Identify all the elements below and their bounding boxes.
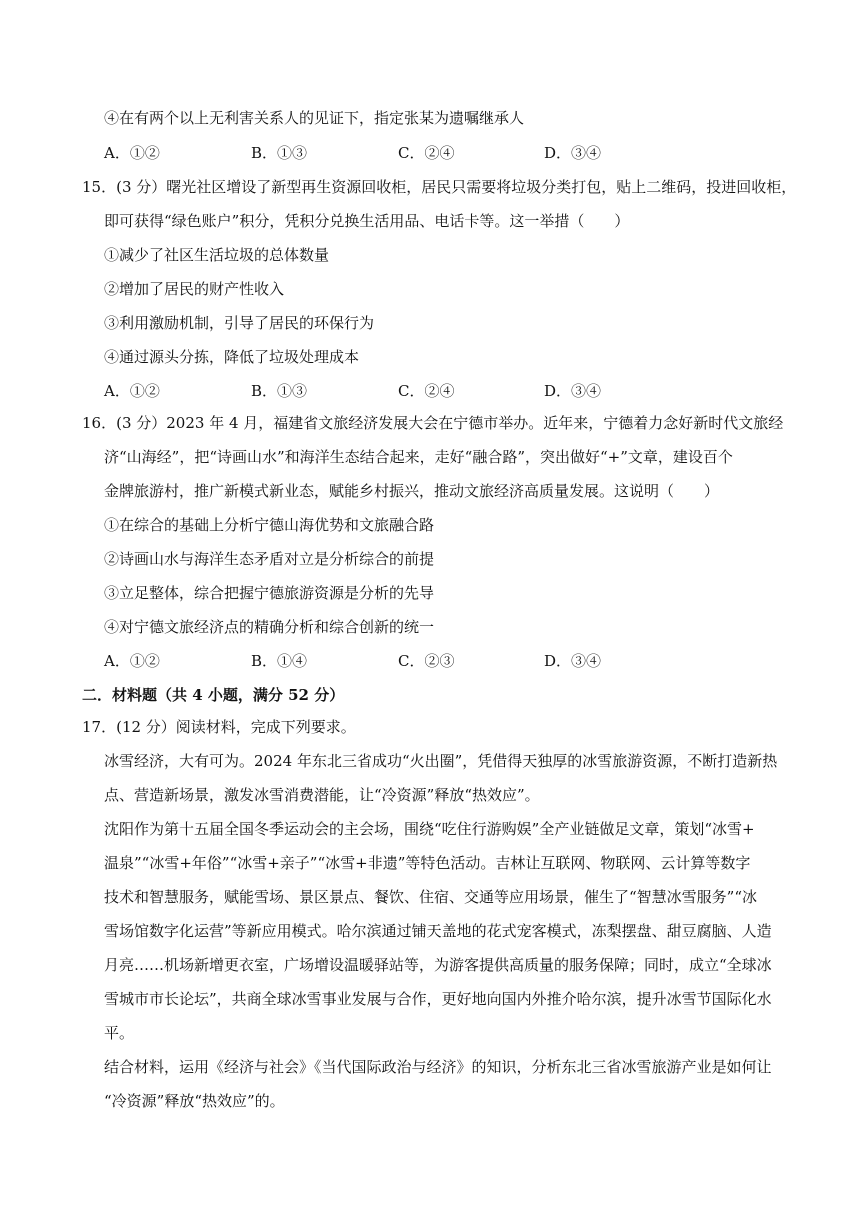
q15-stem-line-2: 即可获得“绿色账户”积分，凭积分兑换生活用品、电话卡等。这一举措（ ） bbox=[104, 212, 630, 230]
q17-stem: 17．(12 分）阅读材料，完成下列要求。 bbox=[82, 718, 356, 736]
section-heading: 二．材料题（共 4 小题，满分 52 分） bbox=[82, 686, 345, 704]
q16-choice-a: A．①② bbox=[104, 652, 160, 670]
q14-choices bbox=[104, 142, 704, 164]
q15-option-4: ④通过源头分拣，降低了垃圾处理成本 bbox=[104, 348, 360, 366]
q17-material-2-line-2: 温泉”“冰雪+年俗”“冰雪+亲子”“冰雪+非遗”等特色活动。吉林让互联网、物联网、云计算等数字 bbox=[104, 854, 751, 872]
q14-choice-c: C．②④ bbox=[398, 144, 455, 162]
q17-material-2-line-6: 雪城市市长论坛”，共商全球冰雪事业发展与合作，更好地向国内外推介哈尔滨，提升冰雪节国际化水 bbox=[104, 990, 772, 1008]
q17-material-1-line-1: 冰雪经济，大有可为。2024 年东北三省成功“火出圈”，凭借得天独厚的冰雪旅游资源，不断打造新热 bbox=[104, 752, 778, 770]
q16-stem-line-2: 济“山海经”，把“诗画山水”和海洋生态结合起来，走好“融合路”，突出做好“+”文章，建设百个 bbox=[104, 448, 733, 466]
q15-option-3: ③利用激励机制，引导了居民的环保行为 bbox=[104, 314, 375, 332]
q14-choice-b: B．①③ bbox=[251, 144, 308, 162]
q16-choice-d: D．③④ bbox=[544, 652, 602, 670]
q17-material-2-line-4: 雪场馆数字化运营”等新应用模式。哈尔滨通过铺天盖地的花式宠客模式，冻梨摆盘、甜豆腐脑、人造 bbox=[104, 922, 772, 940]
q17-material-2-line-5: 月亮……机场新增更衣室，广场增设温暖驿站等，为游客提供高质量的服务保障；同时，成立“全球冰 bbox=[104, 956, 772, 974]
q17-material-2-line-1: 沈阳作为第十五届全国冬季运动会的主会场，围绕“吃住行游购娱”全产业链做足文章，策划“冰雪+ bbox=[104, 820, 755, 838]
q15-stem-line-1: 15．(3 分）曙光社区增设了新型再生资源回收柜，居民只需要将垃圾分类打包，贴上二维码，投进回收柜， bbox=[82, 178, 797, 196]
q16-option-3: ③立足整体，综合把握宁德旅游资源是分析的先导 bbox=[104, 584, 435, 602]
q17-requirement-line-1: 结合材料，运用《经济与社会》《当代国际政治与经济》的知识，分析东北三省冰雪旅游产业是如何让 bbox=[104, 1058, 772, 1076]
q16-option-4: ④对宁德文旅经济点的精确分析和综合创新的统一 bbox=[104, 618, 435, 636]
q14-option-4: ④在有两个以上无利害关系人的见证下，指定张某为遗嘱继承人 bbox=[104, 109, 525, 127]
q16-stem-line-3: 金牌旅游村，推广新模式新业态，赋能乡村振兴，推动文旅经济高质量发展。这说明（ ） bbox=[104, 482, 720, 500]
q16-choices bbox=[104, 650, 704, 672]
q16-stem-line-1: 16．(3 分）2023 年 4 月，福建省文旅经济发展大会在宁德市举办。近年来，宁德着力念好新时代文旅经 bbox=[82, 414, 784, 432]
q17-requirement-line-2: “冷资源”释放“热效应”的。 bbox=[104, 1092, 285, 1110]
q16-choice-c: C．②③ bbox=[398, 652, 455, 670]
q17-material-2-line-3: 技术和智慧服务，赋能雪场、景区景点、餐饮、住宿、交通等应用场景，催生了“智慧冰雪服务”“冰 bbox=[104, 888, 758, 906]
q15-choices bbox=[104, 380, 704, 402]
q14-choice-d: D．③④ bbox=[544, 144, 602, 162]
q16-option-2: ②诗画山水与海洋生态矛盾对立是分析综合的前提 bbox=[104, 550, 435, 568]
q17-material-2-line-7: 平。 bbox=[104, 1024, 135, 1042]
q16-choice-b: B．①④ bbox=[251, 652, 308, 670]
q15-option-2: ②增加了居民的财产性收入 bbox=[104, 280, 285, 298]
q14-choice-a: A．①② bbox=[104, 144, 160, 162]
q17-material-1-line-2: 点、营造新场景，激发冰雪消费潜能，让“冷资源”释放“热效应”。 bbox=[104, 786, 540, 804]
q15-choice-d: D．③④ bbox=[544, 382, 602, 400]
q16-option-1: ①在综合的基础上分析宁德山海优势和文旅融合路 bbox=[104, 516, 435, 534]
q15-choice-c: C．②④ bbox=[398, 382, 455, 400]
q15-option-1: ①减少了社区生活垃圾的总体数量 bbox=[104, 246, 330, 264]
q15-choice-a: A．①② bbox=[104, 382, 160, 400]
q15-choice-b: B．①③ bbox=[251, 382, 308, 400]
